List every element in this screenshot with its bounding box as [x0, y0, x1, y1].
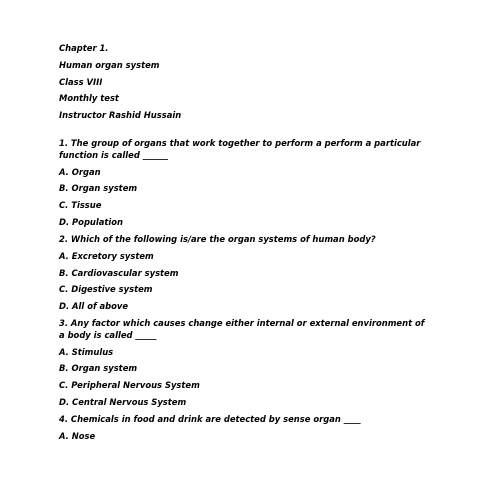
question-text: 4. Chemicals in food and drink are detected by sense organ ____	[59, 413, 361, 424]
option-c: C. Peripheral Nervous System	[59, 380, 200, 391]
option-b: B. Organ system	[59, 183, 138, 194]
option-a: A. Excretory system	[59, 250, 154, 261]
question-1	[59, 138, 439, 228]
question-4	[59, 414, 439, 442]
option-c: C. Digestive system	[59, 284, 153, 295]
question-3	[59, 318, 439, 408]
option-d: D. Central Nervous System	[59, 396, 187, 407]
question-text: 3. Any factor which causes change either internal or external environment of a body is called _____	[59, 318, 425, 340]
option-a: A. Organ	[59, 166, 101, 177]
question-text: 2. Which of the following is/are the organ systems of human body?	[59, 233, 376, 244]
chapter-heading: Chapter 1.	[59, 43, 109, 53]
instructor-heading: Instructor Rashid Hussain	[59, 110, 182, 121]
option-d: D. Population	[59, 217, 124, 228]
question-2	[59, 234, 439, 312]
test-heading: Monthly test	[59, 93, 119, 104]
document-content	[59, 43, 439, 448]
question-text: 1. The group of organs that work together to perform a perform a particular function is called ______	[59, 138, 421, 160]
topic-heading: Human organ system	[59, 59, 160, 70]
class-heading: Class VIII	[59, 76, 103, 87]
option-a: A. Nose	[59, 430, 96, 441]
option-d: D. All of above	[59, 301, 129, 312]
option-c: C. Tissue	[59, 200, 102, 211]
option-b: B. Organ system	[59, 363, 138, 374]
option-b: B. Cardiovascular system	[59, 267, 179, 278]
option-a: A. Stimulus	[59, 346, 114, 357]
